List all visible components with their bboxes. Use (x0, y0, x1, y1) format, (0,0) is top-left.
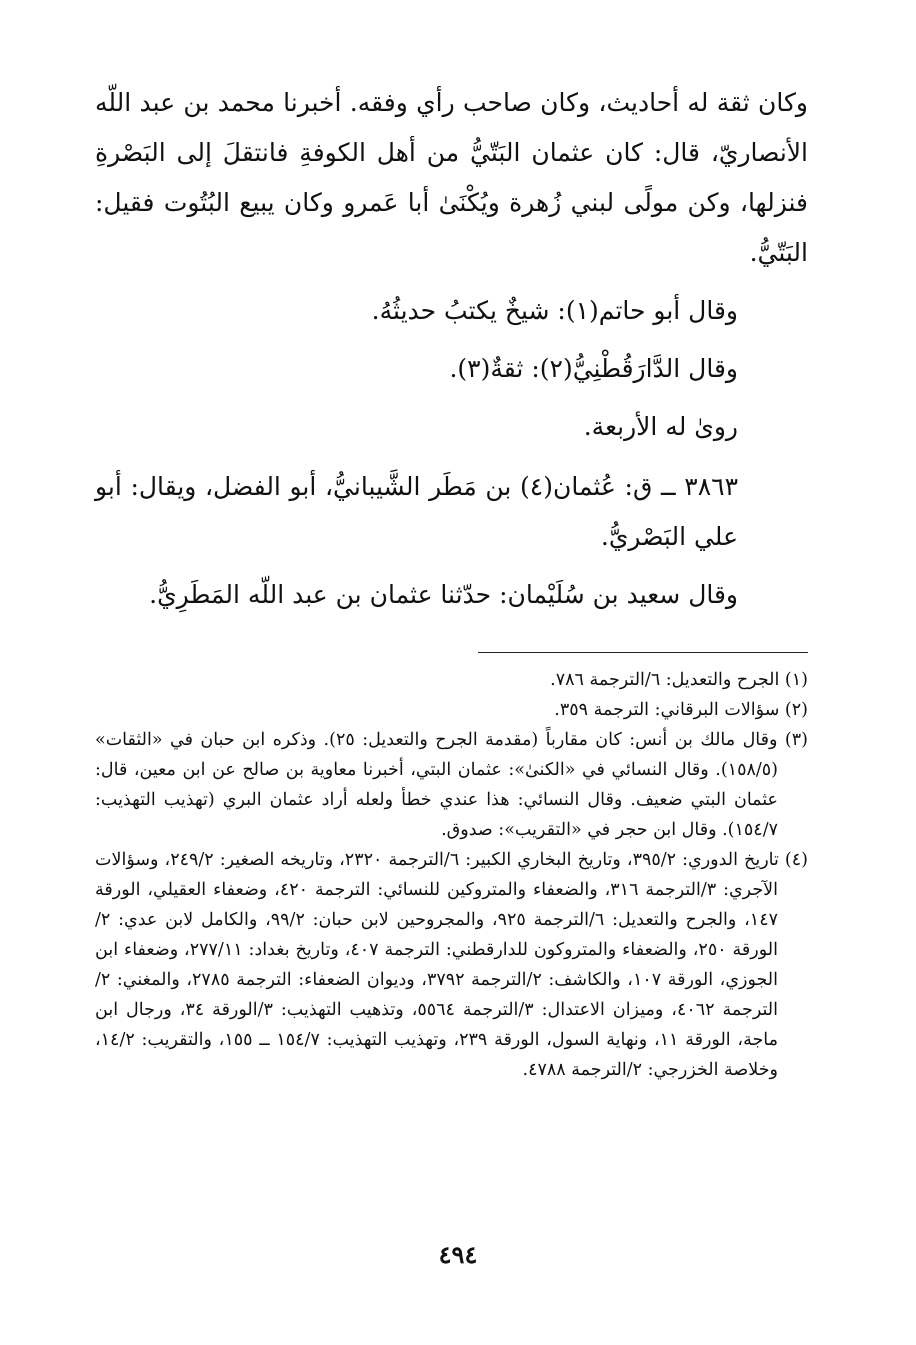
footnote-1: (١) الجرح والتعديل: ٦/الترجمة ٧٨٦. (550, 670, 808, 690)
paragraph-bio: وكان ثقة له أحاديث، وكان صاحب رأي وفقه. أخبرنا محمد بن عبد اللّه الأنصاريّ، قال: كان عثمان البَتّيُّ من أهل الكوفةِ فانتقلَ إلى البَصْرةِ فنزلها، وكن مولًى لبني زُهرة ويُكْنَىٰ أبا عَمرو وكان يبيع البُتُوت فقيل: البَتّيُّ. (95, 88, 808, 267)
paragraph-daraqutni: وقال الدَّارَقُطْنِيُّ(٢): ثقةٌ(٣). (449, 354, 738, 383)
footnote-4: (٤) تاريخ الدوري: ٣٩٥/٢، وتاريخ البخاري الكبير: ٦/الترجمة ٢٣٢٠، وتاريخه الصغير: ٢٤٩/٢، وسؤالات الآجري: ٣/الترجمة ٣١٦، والضعفاء والمتروكين للنسائي: الترجمة ٤٢٠، وضعفاء العقيلي، الورقة ١٤٧، والجرح والتعديل: ٦/الترجمة ٩٢٥، والمجروحين لابن حبان: ٩٩/٢، والكامل لابن عدي: ٢/الورقة ٢٥٠، والضعفاء والمتروكون للدارقطني: الترجمة ٤٠٧، وتاريخ بغداد: ٢٧٧/١١، وضعفاء ابن الجوزي، الورقة ١٠٧، والكاشف: ٢/الترجمة ٣٧٩٢، وديوان الضعفاء: الترجمة ٢٧٨٥، والمغني: ٢/الترجمة ٤٠٦٢، وميزان الاعتدال: ٣/الترجمة ٥٥٦٤، وتذهيب التهذيب: ٣/الورقة ٣٤، ورجال ابن ماجة، الورقة ١١، ونهاية السول، الورقة ٢٣٩، وتهذيب التهذيب: ١٥٤/٧ ــ ١٥٥، والتقريب: ١٤/٢، وخلاصة الخزرجي: ٢/الترجمة ٤٧٨٨. (95, 850, 808, 1080)
page-number: ٤٩٤ (438, 1240, 478, 1269)
paragraph-narrated: روىٰ له الأربعة. (583, 412, 738, 441)
entry-heading-3863: ٣٨٦٣ ــ ق: عُثمان(٤) بن مَطَر الشَّيبانيُّ، أبو الفضل، ويقال: أبو علي البَصْريُّ. (95, 472, 738, 551)
paragraph-abu-hatim: وقال أبو حاتم(١): شيخٌ يكتبُ حديثُهُ. (371, 296, 738, 325)
footnote-3: (٣) وقال مالك بن أنس: كان مقارباً (مقدمة الجرح والتعديل: ٢٥). وذكره ابن حبان في «الثقات» (١٥٨/٥). وقال النسائي في «الكنىٰ»: عثمان البتي، أخبرنا معاوية بن صالح عن ابن معين، قال: عثمان البتي ضعيف. وقال النسائي: هذا عندي خطأ ولعله أراد عثمان البري (تهذيب التهذيب: ١٥٤/٧). وقال ابن حجر في «التقريب»: صدوق. (95, 730, 808, 840)
footnote-divider (478, 652, 808, 653)
footnotes (95, 665, 808, 1085)
footnote-2: (٢) سؤالات البرقاني: الترجمة ٣٥٩. (554, 700, 808, 720)
main-text (95, 78, 808, 620)
page-content (95, 78, 808, 1085)
paragraph-said: وقال سعيد بن سُلَيْمان: حدّثنا عثمان بن عبد اللّه المَطَرِيُّ. (149, 580, 738, 609)
